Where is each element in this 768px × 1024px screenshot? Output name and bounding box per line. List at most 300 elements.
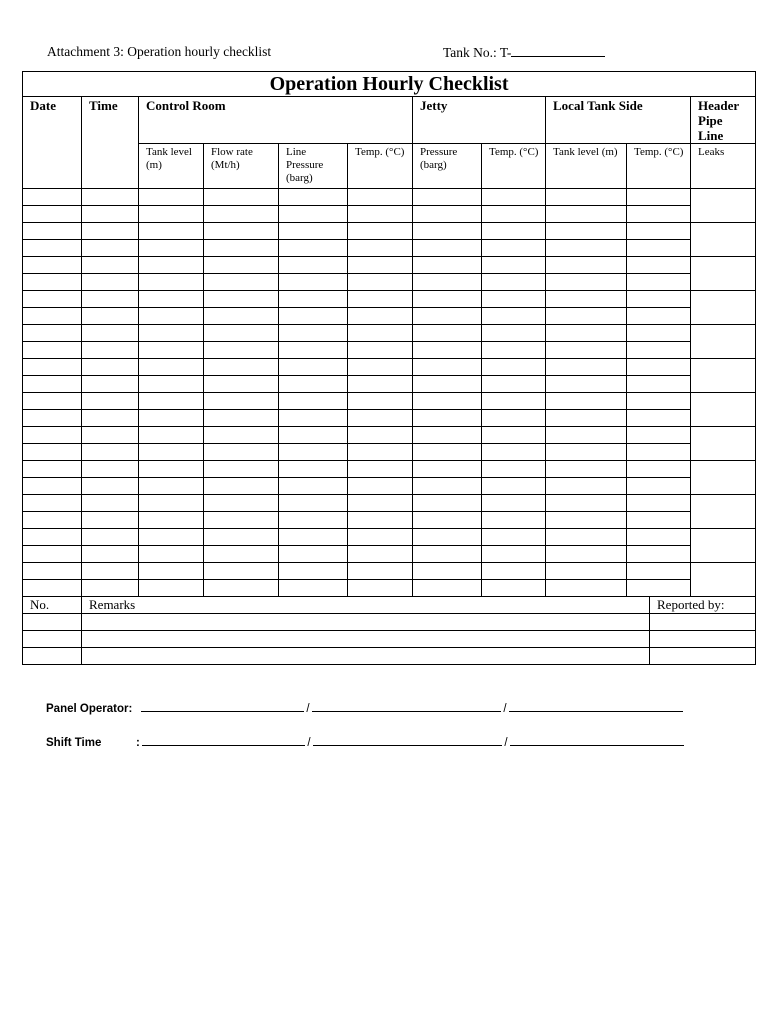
checklist-cell[interactable] [627, 308, 691, 325]
checklist-cell[interactable] [204, 342, 279, 359]
checklist-cell[interactable] [348, 342, 413, 359]
checklist-cell[interactable] [413, 308, 482, 325]
control-room-temp-header: Temp. (°C) [348, 144, 413, 189]
checklist-cell[interactable] [23, 580, 82, 597]
checklist-cell[interactable] [82, 495, 139, 512]
remarks-cell[interactable] [23, 631, 82, 648]
checklist-cell[interactable] [279, 206, 348, 223]
checklist-cell[interactable] [482, 410, 546, 427]
checklist-cell[interactable] [348, 308, 413, 325]
checklist-cell[interactable] [23, 427, 82, 444]
checklist-cell[interactable] [204, 529, 279, 546]
checklist-cell[interactable] [482, 512, 546, 529]
checklist-cell[interactable] [204, 257, 279, 274]
checklist-cell[interactable] [82, 308, 139, 325]
checklist-cell[interactable] [482, 563, 546, 580]
checklist-cell[interactable] [482, 240, 546, 257]
checklist-cell[interactable] [546, 529, 627, 546]
checklist-cell[interactable] [482, 478, 546, 495]
checklist-cell[interactable] [348, 563, 413, 580]
leaks-cell[interactable] [691, 223, 756, 257]
checklist-cell[interactable] [82, 512, 139, 529]
checklist-cell[interactable] [546, 359, 627, 376]
checklist-cell[interactable] [413, 478, 482, 495]
checklist-cell[interactable] [279, 359, 348, 376]
checklist-cell[interactable] [413, 580, 482, 597]
checklist-cell[interactable] [627, 461, 691, 478]
checklist-cell[interactable] [204, 359, 279, 376]
checklist-cell[interactable] [413, 563, 482, 580]
shift-time-label: Shift Time [46, 737, 102, 749]
checklist-cell[interactable] [204, 240, 279, 257]
checklist-cell[interactable] [23, 257, 82, 274]
leaks-cell[interactable] [691, 291, 756, 325]
checklist-cell[interactable] [279, 563, 348, 580]
checklist-cell[interactable] [627, 512, 691, 529]
checklist-cell[interactable] [82, 529, 139, 546]
checklist-cell[interactable] [546, 240, 627, 257]
checklist-cell[interactable] [23, 376, 82, 393]
checklist-cell[interactable] [279, 580, 348, 597]
checklist-cell[interactable] [627, 427, 691, 444]
checklist-cell[interactable] [82, 427, 139, 444]
checklist-cell[interactable] [413, 189, 482, 206]
checklist-cell[interactable] [413, 240, 482, 257]
tank-number-label: Tank No.: T- [443, 45, 512, 60]
checklist-cell[interactable] [204, 274, 279, 291]
checklist-row [23, 546, 756, 563]
checklist-cell[interactable] [546, 427, 627, 444]
checklist-cell[interactable] [23, 444, 82, 461]
checklist-row [23, 580, 756, 597]
checklist-cell[interactable] [627, 359, 691, 376]
checklist-cell[interactable] [139, 512, 204, 529]
checklist-cell[interactable] [348, 495, 413, 512]
checklist-cell[interactable] [348, 478, 413, 495]
checklist-cell[interactable] [348, 427, 413, 444]
leaks-cell[interactable] [691, 461, 756, 495]
checklist-cell[interactable] [413, 393, 482, 410]
leaks-cell[interactable] [691, 495, 756, 529]
checklist-cell[interactable] [546, 546, 627, 563]
checklist-cell[interactable] [279, 240, 348, 257]
checklist-cell[interactable] [413, 495, 482, 512]
leaks-cell[interactable] [691, 359, 756, 393]
checklist-cell[interactable] [413, 342, 482, 359]
panel-operator-field-1[interactable] [141, 700, 304, 712]
checklist-cell[interactable] [82, 325, 139, 342]
checklist-cell[interactable] [482, 325, 546, 342]
checklist-cell[interactable] [546, 444, 627, 461]
checklist-cell[interactable] [139, 257, 204, 274]
remarks-cell[interactable] [82, 648, 650, 665]
checklist-cell[interactable] [546, 393, 627, 410]
checklist-cell[interactable] [279, 444, 348, 461]
checklist-cell[interactable] [413, 529, 482, 546]
checklist-cell[interactable] [23, 274, 82, 291]
leaks-cell[interactable] [691, 189, 756, 223]
checklist-cell[interactable] [139, 546, 204, 563]
checklist-cell[interactable] [546, 257, 627, 274]
checklist-cell[interactable] [348, 580, 413, 597]
checklist-row [23, 376, 756, 393]
panel-operator-field-2[interactable] [312, 700, 501, 712]
leaks-cell[interactable] [691, 427, 756, 461]
checklist-cell[interactable] [82, 274, 139, 291]
checklist-cell[interactable] [348, 461, 413, 478]
checklist-cell[interactable] [482, 580, 546, 597]
remarks-cell[interactable] [23, 614, 82, 631]
checklist-row [23, 427, 756, 444]
checklist-cell[interactable] [482, 206, 546, 223]
checklist-cell[interactable] [348, 410, 413, 427]
checklist-cell[interactable] [82, 376, 139, 393]
checklist-cell[interactable] [627, 189, 691, 206]
checklist-cell[interactable] [413, 223, 482, 240]
checklist-cell[interactable] [627, 376, 691, 393]
checklist-cell[interactable] [23, 359, 82, 376]
checklist-cell[interactable] [82, 563, 139, 580]
checklist-cell[interactable] [627, 274, 691, 291]
checklist-cell[interactable] [23, 325, 82, 342]
checklist-cell[interactable] [546, 206, 627, 223]
shift-time-field-2[interactable] [313, 734, 502, 746]
checklist-cell[interactable] [413, 512, 482, 529]
checklist-cell[interactable] [23, 529, 82, 546]
checklist-cell[interactable] [279, 512, 348, 529]
checklist-cell[interactable] [204, 478, 279, 495]
checklist-cell[interactable] [627, 580, 691, 597]
checklist-cell[interactable] [82, 444, 139, 461]
checklist-cell[interactable] [627, 240, 691, 257]
checklist-cell[interactable] [627, 206, 691, 223]
checklist-cell[interactable] [23, 206, 82, 223]
checklist-cell[interactable] [546, 274, 627, 291]
checklist-cell[interactable] [279, 393, 348, 410]
checklist-cell[interactable] [23, 512, 82, 529]
checklist-cell[interactable] [348, 257, 413, 274]
checklist-cell[interactable] [139, 393, 204, 410]
checklist-cell[interactable] [23, 410, 82, 427]
checklist-cell[interactable] [23, 478, 82, 495]
checklist-cell[interactable] [82, 580, 139, 597]
shift-time-field-3[interactable] [510, 734, 684, 746]
checklist-cell[interactable] [23, 291, 82, 308]
checklist-cell[interactable] [139, 563, 204, 580]
checklist-cell[interactable] [482, 461, 546, 478]
checklist-cell[interactable] [139, 444, 204, 461]
checklist-cell[interactable] [348, 223, 413, 240]
remarks-cell[interactable] [23, 648, 82, 665]
checklist-cell[interactable] [413, 206, 482, 223]
checklist-cell[interactable] [82, 342, 139, 359]
remarks-cell[interactable] [650, 631, 756, 648]
checklist-cell[interactable] [279, 427, 348, 444]
checklist-cell[interactable] [546, 512, 627, 529]
checklist-cell[interactable] [348, 444, 413, 461]
leaks-cell[interactable] [691, 325, 756, 359]
checklist-cell[interactable] [482, 495, 546, 512]
separator: / [504, 737, 508, 749]
remarks-row [23, 631, 756, 648]
checklist-cell[interactable] [627, 495, 691, 512]
checklist-cell[interactable] [482, 546, 546, 563]
checklist-cell[interactable] [413, 291, 482, 308]
checklist-cell[interactable] [279, 325, 348, 342]
checklist-cell[interactable] [279, 274, 348, 291]
checklist-cell[interactable] [23, 189, 82, 206]
remarks-row [23, 648, 756, 665]
checklist-cell[interactable] [627, 325, 691, 342]
checklist-cell[interactable] [139, 342, 204, 359]
checklist-cell[interactable] [546, 223, 627, 240]
checklist-cell[interactable] [139, 376, 204, 393]
checklist-cell[interactable] [204, 393, 279, 410]
checklist-row [23, 461, 756, 478]
checklist-cell[interactable] [413, 376, 482, 393]
checklist-cell[interactable] [482, 376, 546, 393]
checklist-cell[interactable] [348, 325, 413, 342]
checklist-cell[interactable] [413, 410, 482, 427]
checklist-cell[interactable] [413, 257, 482, 274]
checklist-cell[interactable] [204, 495, 279, 512]
leaks-cell[interactable] [691, 257, 756, 291]
checklist-cell[interactable] [482, 359, 546, 376]
checklist-cell[interactable] [546, 376, 627, 393]
checklist-cell[interactable] [82, 393, 139, 410]
leaks-header: Leaks [691, 144, 756, 189]
checklist-cell[interactable] [413, 444, 482, 461]
checklist-cell[interactable] [482, 257, 546, 274]
checklist-cell[interactable] [82, 359, 139, 376]
checklist-cell[interactable] [413, 274, 482, 291]
checklist-cell[interactable] [279, 546, 348, 563]
checklist-cell[interactable] [348, 359, 413, 376]
remarks-cell[interactable] [650, 648, 756, 665]
attachment-caption: Attachment 3: Operation hourly checklist [47, 44, 272, 59]
checklist-cell[interactable] [23, 495, 82, 512]
checklist-cell[interactable] [279, 308, 348, 325]
checklist-cell[interactable] [204, 512, 279, 529]
checklist-cell[interactable] [82, 240, 139, 257]
checklist-cell[interactable] [482, 444, 546, 461]
shift-time-line [46, 734, 684, 749]
checklist-cell[interactable] [348, 546, 413, 563]
checklist-cell[interactable] [279, 495, 348, 512]
panel-operator-line [46, 700, 683, 715]
checklist-cell[interactable] [546, 410, 627, 427]
checklist-cell[interactable] [204, 427, 279, 444]
checklist-cell[interactable] [204, 291, 279, 308]
checklist-cell[interactable] [82, 410, 139, 427]
checklist-cell[interactable] [23, 342, 82, 359]
checklist-cell[interactable] [279, 257, 348, 274]
checklist-cell[interactable] [279, 461, 348, 478]
checklist-cell[interactable] [348, 274, 413, 291]
checklist-cell[interactable] [546, 495, 627, 512]
date-header: Date [23, 97, 82, 189]
checklist-cell[interactable] [139, 427, 204, 444]
checklist-cell[interactable] [23, 461, 82, 478]
checklist-cell[interactable] [413, 461, 482, 478]
leaks-cell[interactable] [691, 563, 756, 597]
checklist-cell[interactable] [82, 206, 139, 223]
checklist-cell[interactable] [546, 478, 627, 495]
leaks-cell[interactable] [691, 393, 756, 427]
checklist-cell[interactable] [23, 393, 82, 410]
checklist-cell[interactable] [82, 478, 139, 495]
checklist-cell[interactable] [627, 223, 691, 240]
checklist-cell[interactable] [279, 478, 348, 495]
checklist-cell[interactable] [139, 189, 204, 206]
checklist-cell[interactable] [546, 308, 627, 325]
checklist-cell[interactable] [279, 223, 348, 240]
checklist-cell[interactable] [627, 529, 691, 546]
checklist-cell[interactable] [627, 546, 691, 563]
checklist-cell[interactable] [139, 410, 204, 427]
checklist-cell[interactable] [139, 580, 204, 597]
checklist-cell[interactable] [139, 240, 204, 257]
checklist-cell[interactable] [139, 359, 204, 376]
checklist-cell[interactable] [23, 240, 82, 257]
checklist-cell[interactable] [348, 189, 413, 206]
checklist-cell[interactable] [348, 206, 413, 223]
checklist-cell[interactable] [23, 563, 82, 580]
checklist-cell[interactable] [482, 427, 546, 444]
checklist-cell[interactable] [482, 529, 546, 546]
checklist-cell[interactable] [279, 410, 348, 427]
remarks-header: Remarks [82, 597, 650, 614]
checklist-cell[interactable] [82, 461, 139, 478]
panel-operator-label: Panel Operator: [46, 703, 133, 715]
checklist-cell[interactable] [23, 223, 82, 240]
checklist-cell[interactable] [204, 325, 279, 342]
checklist-cell[interactable] [139, 478, 204, 495]
checklist-cell[interactable] [279, 291, 348, 308]
checklist-cell[interactable] [204, 308, 279, 325]
checklist-cell[interactable] [139, 308, 204, 325]
checklist-cell[interactable] [627, 393, 691, 410]
checklist-cell[interactable] [139, 325, 204, 342]
checklist-cell[interactable] [348, 291, 413, 308]
checklist-cell[interactable] [627, 478, 691, 495]
checklist-cell[interactable] [204, 444, 279, 461]
checklist-cell[interactable] [627, 257, 691, 274]
tank-level-header: Tank level (m) [139, 144, 204, 189]
checklist-cell[interactable] [413, 427, 482, 444]
checklist-cell[interactable] [279, 376, 348, 393]
checklist-cell[interactable] [23, 308, 82, 325]
checklist-cell[interactable] [204, 189, 279, 206]
checklist-cell[interactable] [348, 376, 413, 393]
checklist-cell[interactable] [348, 529, 413, 546]
checklist-cell[interactable] [627, 291, 691, 308]
flow-rate-header: Flow rate (Mt/h) [204, 144, 279, 189]
tank-number-field[interactable] [511, 44, 605, 57]
checklist-cell[interactable] [279, 342, 348, 359]
checklist-row [23, 444, 756, 461]
remarks-cell[interactable] [650, 614, 756, 631]
checklist-cell[interactable] [279, 529, 348, 546]
checklist-row [23, 308, 756, 325]
checklist-cell[interactable] [627, 342, 691, 359]
checklist-cell[interactable] [204, 580, 279, 597]
checklist-cell[interactable] [413, 359, 482, 376]
checklist-cell[interactable] [204, 563, 279, 580]
checklist-cell[interactable] [482, 223, 546, 240]
remarks-cell[interactable] [82, 631, 650, 648]
checklist-cell[interactable] [546, 291, 627, 308]
jetty-header: Jetty [413, 97, 546, 144]
checklist-cell[interactable] [23, 546, 82, 563]
checklist-row [23, 274, 756, 291]
checklist-cell[interactable] [139, 529, 204, 546]
checklist-cell[interactable] [482, 308, 546, 325]
checklist-cell[interactable] [204, 206, 279, 223]
leaks-cell[interactable] [691, 529, 756, 563]
checklist-cell[interactable] [546, 189, 627, 206]
checklist-cell[interactable] [627, 444, 691, 461]
checklist-cell[interactable] [204, 223, 279, 240]
checklist-cell[interactable] [546, 461, 627, 478]
shift-time-field-1[interactable] [142, 734, 305, 746]
checklist-cell[interactable] [139, 495, 204, 512]
checklist-row [23, 223, 756, 240]
checklist-cell[interactable] [348, 240, 413, 257]
checklist-cell[interactable] [413, 546, 482, 563]
checklist-cell[interactable] [482, 189, 546, 206]
checklist-cell[interactable] [204, 546, 279, 563]
checklist-cell[interactable] [82, 546, 139, 563]
checklist-cell[interactable] [279, 189, 348, 206]
checklist-cell[interactable] [546, 580, 627, 597]
checklist-cell[interactable] [139, 223, 204, 240]
checklist-cell[interactable] [82, 189, 139, 206]
checklist-cell[interactable] [546, 325, 627, 342]
checklist-cell[interactable] [482, 291, 546, 308]
separator: / [503, 703, 507, 715]
checklist-cell[interactable] [82, 257, 139, 274]
jetty-temp-header: Temp. (°C) [482, 144, 546, 189]
panel-operator-field-3[interactable] [509, 700, 683, 712]
local-tank-side-header: Local Tank Side [546, 97, 691, 144]
checklist-cell[interactable] [82, 291, 139, 308]
checklist-row [23, 342, 756, 359]
checklist-table [22, 71, 756, 597]
checklist-cell[interactable] [204, 376, 279, 393]
remarks-cell[interactable] [82, 614, 650, 631]
checklist-cell[interactable] [627, 563, 691, 580]
checklist-cell[interactable] [482, 274, 546, 291]
checklist-cell[interactable] [482, 393, 546, 410]
checklist-cell[interactable] [139, 206, 204, 223]
checklist-cell[interactable] [348, 512, 413, 529]
checklist-cell[interactable] [546, 342, 627, 359]
checklist-cell[interactable] [139, 291, 204, 308]
checklist-cell[interactable] [482, 342, 546, 359]
checklist-cell[interactable] [413, 325, 482, 342]
checklist-row [23, 393, 756, 410]
checklist-cell[interactable] [204, 410, 279, 427]
checklist-cell[interactable] [82, 223, 139, 240]
checklist-cell[interactable] [139, 461, 204, 478]
checklist-cell[interactable] [204, 461, 279, 478]
checklist-cell[interactable] [627, 410, 691, 427]
checklist-cell[interactable] [546, 563, 627, 580]
checklist-cell[interactable] [139, 274, 204, 291]
checklist-cell[interactable] [348, 393, 413, 410]
remarks-table [22, 596, 756, 665]
